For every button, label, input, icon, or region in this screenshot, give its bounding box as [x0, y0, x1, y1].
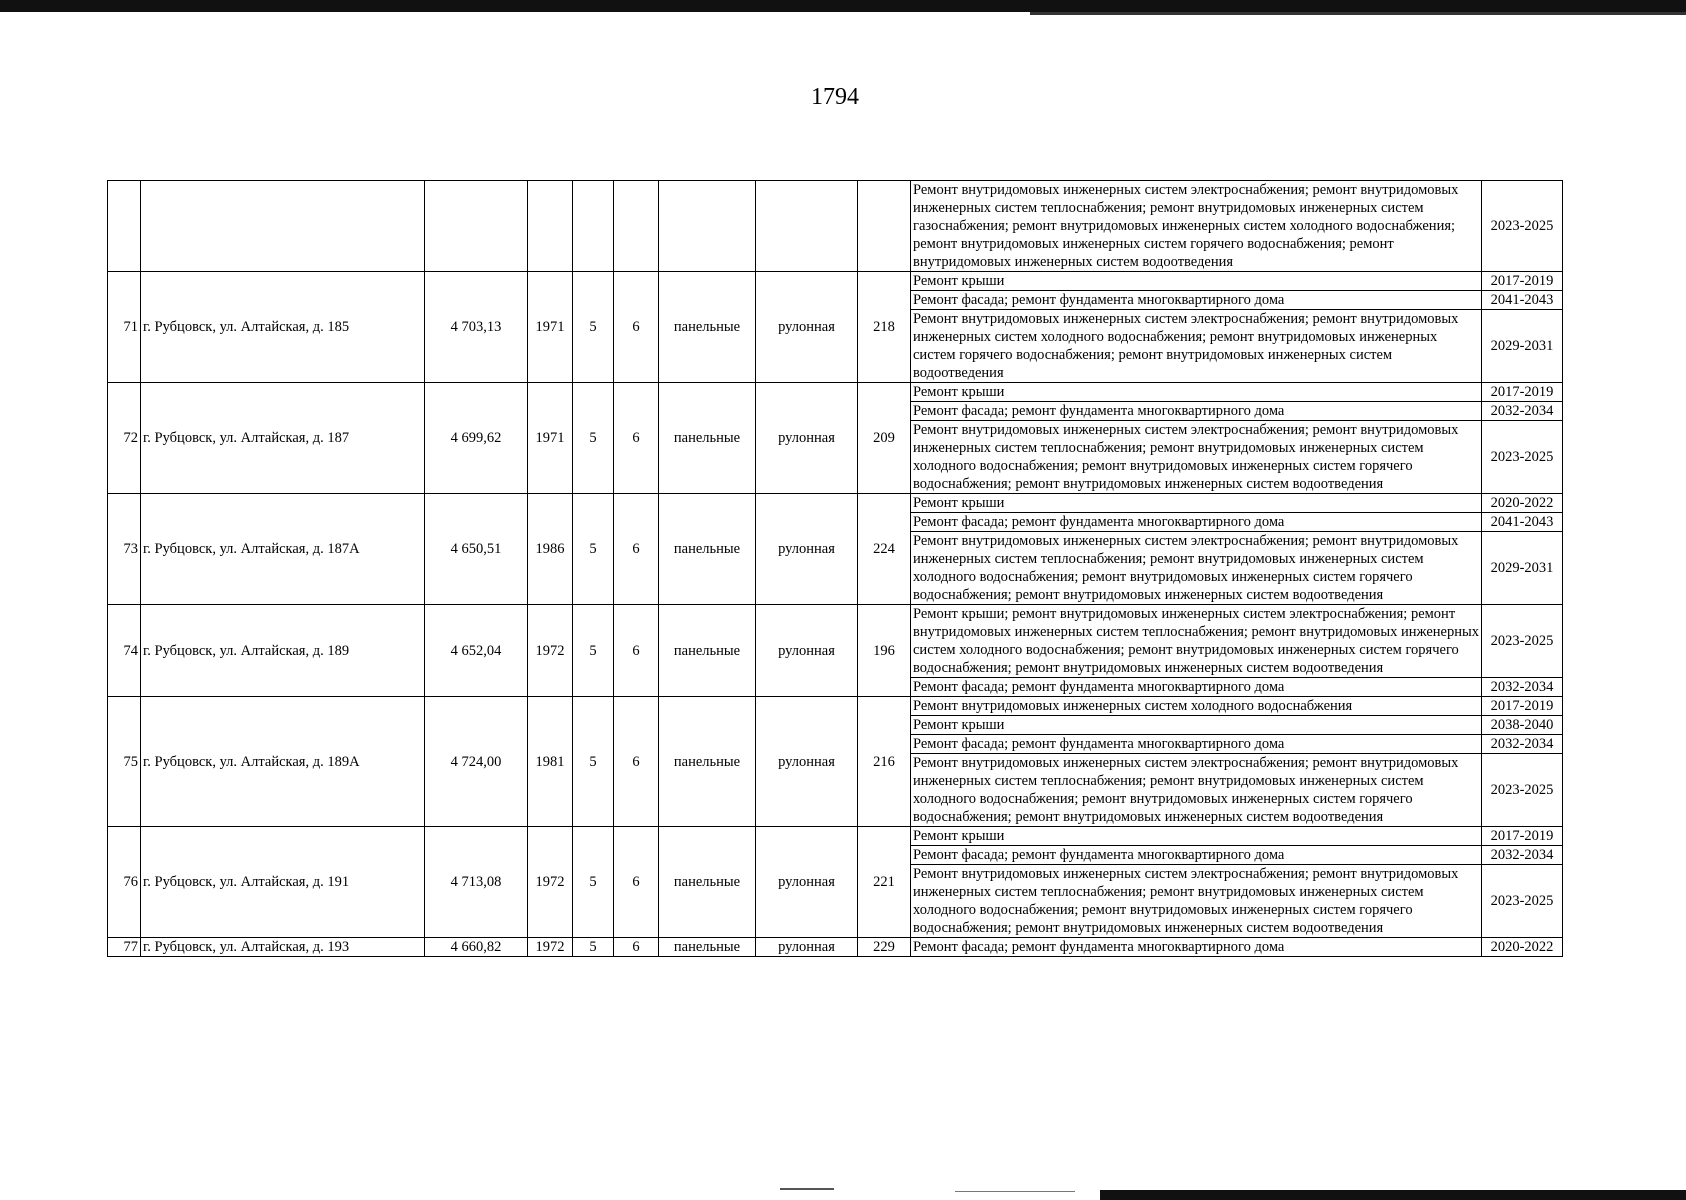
address-cell: г. Рубцовск, ул. Алтайская, д. 189А: [141, 697, 425, 827]
work-period-cell: 2032-2034: [1482, 402, 1563, 421]
address-cell: [141, 181, 425, 272]
work-description-cell: Ремонт внутридомовых инженерных систем электроснабжения; ремонт внутридомовых инженерных систем теплоснабжения; ремонт внутридомовых инженерных систем холодного водоснабжения; ремонт внутридомовых инженерных систем горячего водоснабжения; ремонт внутридомовых инженерных систем водоотведения: [911, 754, 1482, 827]
address-cell: г. Рубцовск, ул. Алтайская, д. 193: [141, 938, 425, 957]
work-description-cell: Ремонт фасада; ремонт фундамента многоквартирного дома: [911, 938, 1482, 957]
row-number-cell: 73: [108, 494, 141, 605]
work-period-cell: 2023-2025: [1482, 605, 1563, 678]
scan-mark: [780, 1188, 834, 1190]
wall-material-cell: панельные: [659, 605, 756, 697]
address-cell: г. Рубцовск, ул. Алтайская, д. 191: [141, 827, 425, 938]
address-cell: г. Рубцовск, ул. Алтайская, д. 187А: [141, 494, 425, 605]
entrances-cell: 6: [614, 827, 659, 938]
work-description-cell: Ремонт внутридомовых инженерных систем электроснабжения; ремонт внутридомовых инженерных систем теплоснабжения; ремонт внутридомовых инженерных систем холодного водоснабжения; ремонт внутридомовых инженерных систем горячего водоснабжения; ремонт внутридомовых инженерных систем водоотведения: [911, 865, 1482, 938]
floors-cell: 5: [573, 697, 614, 827]
work-period-cell: 2020-2022: [1482, 938, 1563, 957]
residents-cell: 221: [858, 827, 911, 938]
wall-material-cell: панельные: [659, 938, 756, 957]
residents-cell: [858, 181, 911, 272]
table-row: [108, 697, 1563, 716]
entrances-cell: [614, 181, 659, 272]
work-period-cell: 2038-2040: [1482, 716, 1563, 735]
work-description-cell: Ремонт крыши: [911, 716, 1482, 735]
entrances-cell: 6: [614, 272, 659, 383]
residents-cell: 196: [858, 605, 911, 697]
work-description-cell: Ремонт фасада; ремонт фундамента многоквартирного дома: [911, 735, 1482, 754]
residents-cell: 209: [858, 383, 911, 494]
work-description-cell: Ремонт внутридомовых инженерных систем электроснабжения; ремонт внутридомовых инженерных систем теплоснабжения; ремонт внутридомовых инженерных систем холодного водоснабжения; ремонт внутридомовых инженерных систем горячего водоснабжения; ремонт внутридомовых инженерных систем водоотведения: [911, 532, 1482, 605]
roof-type-cell: рулонная: [756, 697, 858, 827]
scan-edge-bottom: [1100, 1190, 1686, 1200]
residents-cell: 218: [858, 272, 911, 383]
residents-cell: 224: [858, 494, 911, 605]
work-period-cell: 2032-2034: [1482, 678, 1563, 697]
work-period-cell: 2032-2034: [1482, 735, 1563, 754]
work-period-cell: 2023-2025: [1482, 754, 1563, 827]
scan-edge-top: [0, 0, 1686, 12]
area-cell: 4 703,13: [425, 272, 528, 383]
work-description-cell: Ремонт внутридомовых инженерных систем холодного водоснабжения: [911, 697, 1482, 716]
address-cell: г. Рубцовск, ул. Алтайская, д. 185: [141, 272, 425, 383]
roof-type-cell: [756, 181, 858, 272]
work-period-cell: 2020-2022: [1482, 494, 1563, 513]
area-cell: 4 652,04: [425, 605, 528, 697]
year-built-cell: 1986: [528, 494, 573, 605]
row-number-cell: 72: [108, 383, 141, 494]
row-number-cell: 74: [108, 605, 141, 697]
year-built-cell: 1971: [528, 383, 573, 494]
table-row: [108, 938, 1563, 957]
roof-type-cell: рулонная: [756, 827, 858, 938]
year-built-cell: 1971: [528, 272, 573, 383]
area-cell: 4 713,08: [425, 827, 528, 938]
wall-material-cell: панельные: [659, 827, 756, 938]
roof-type-cell: рулонная: [756, 605, 858, 697]
year-built-cell: 1972: [528, 938, 573, 957]
area-cell: 4 650,51: [425, 494, 528, 605]
table-row: [108, 605, 1563, 678]
table-row: [108, 827, 1563, 846]
area-cell: [425, 181, 528, 272]
roof-type-cell: рулонная: [756, 383, 858, 494]
residents-cell: 216: [858, 697, 911, 827]
year-built-cell: 1972: [528, 605, 573, 697]
address-cell: г. Рубцовск, ул. Алтайская, д. 189: [141, 605, 425, 697]
floors-cell: 5: [573, 383, 614, 494]
roof-type-cell: рулонная: [756, 494, 858, 605]
roof-type-cell: рулонная: [756, 272, 858, 383]
work-period-cell: 2017-2019: [1482, 827, 1563, 846]
work-period-cell: 2041-2043: [1482, 513, 1563, 532]
entrances-cell: 6: [614, 383, 659, 494]
work-description-cell: Ремонт внутридомовых инженерных систем электроснабжения; ремонт внутридомовых инженерных систем теплоснабжения; ремонт внутридомовых инженерных систем холодного водоснабжения; ремонт внутридомовых инженерных систем горячего водоснабжения; ремонт внутридомовых инженерных систем водоотведения: [911, 421, 1482, 494]
housing-repair-table: [107, 180, 1563, 957]
roof-type-cell: рулонная: [756, 938, 858, 957]
entrances-cell: 6: [614, 697, 659, 827]
scan-edge-top-shadow: [1030, 12, 1686, 15]
entrances-cell: 6: [614, 494, 659, 605]
work-period-cell: 2023-2025: [1482, 865, 1563, 938]
row-number-cell: 76: [108, 827, 141, 938]
row-number-cell: 71: [108, 272, 141, 383]
wall-material-cell: панельные: [659, 494, 756, 605]
year-built-cell: 1972: [528, 827, 573, 938]
work-period-cell: 2029-2031: [1482, 310, 1563, 383]
work-description-cell: Ремонт крыши: [911, 494, 1482, 513]
wall-material-cell: панельные: [659, 697, 756, 827]
work-description-cell: Ремонт крыши: [911, 383, 1482, 402]
floors-cell: 5: [573, 605, 614, 697]
floors-cell: 5: [573, 494, 614, 605]
table-row: [108, 181, 1563, 272]
work-description-cell: Ремонт внутридомовых инженерных систем электроснабжения; ремонт внутридомовых инженерных систем холодного водоснабжения; ремонт внутридомовых инженерных систем горячего водоснабжения; ремонт внутридомовых инженерных систем водоотведения: [911, 310, 1482, 383]
page-number: 1794: [811, 84, 859, 110]
work-period-cell: 2017-2019: [1482, 272, 1563, 291]
wall-material-cell: панельные: [659, 272, 756, 383]
year-built-cell: 1981: [528, 697, 573, 827]
work-period-cell: 2041-2043: [1482, 291, 1563, 310]
work-description-cell: Ремонт внутридомовых инженерных систем электроснабжения; ремонт внутридомовых инженерных систем теплоснабжения; ремонт внутридомовых инженерных систем газоснабжения; ремонт внутридомовых инженерных систем холодного водоснабжения; ремонт внутридомовых инженерных систем горячего водоснабжения; ремонт внутридомовых инженерных систем водоотведения: [911, 181, 1482, 272]
area-cell: 4 724,00: [425, 697, 528, 827]
work-description-cell: Ремонт крыши: [911, 272, 1482, 291]
row-number-cell: 77: [108, 938, 141, 957]
work-description-cell: Ремонт фасада; ремонт фундамента многоквартирного дома: [911, 846, 1482, 865]
area-cell: 4 660,82: [425, 938, 528, 957]
work-description-cell: Ремонт фасада; ремонт фундамента многоквартирного дома: [911, 402, 1482, 421]
work-period-cell: 2023-2025: [1482, 421, 1563, 494]
work-description-cell: Ремонт фасада; ремонт фундамента многоквартирного дома: [911, 291, 1482, 310]
scan-mark: [955, 1191, 1075, 1192]
work-period-cell: 2032-2034: [1482, 846, 1563, 865]
table-row: [108, 494, 1563, 513]
work-period-cell: 2029-2031: [1482, 532, 1563, 605]
wall-material-cell: панельные: [659, 383, 756, 494]
row-number-cell: [108, 181, 141, 272]
work-period-cell: 2017-2019: [1482, 697, 1563, 716]
work-period-cell: 2023-2025: [1482, 181, 1563, 272]
floors-cell: [573, 181, 614, 272]
year-built-cell: [528, 181, 573, 272]
work-description-cell: Ремонт крыши; ремонт внутридомовых инженерных систем электроснабжения; ремонт внутридомовых инженерных систем теплоснабжения; ремонт внутридомовых инженерных систем холодного водоснабжения; ремонт внутридомовых инженерных систем горячего водоснабжения; ремонт внутридомовых инженерных систем водоотведения: [911, 605, 1482, 678]
work-description-cell: Ремонт фасада; ремонт фундамента многоквартирного дома: [911, 678, 1482, 697]
work-description-cell: Ремонт крыши: [911, 827, 1482, 846]
wall-material-cell: [659, 181, 756, 272]
floors-cell: 5: [573, 938, 614, 957]
table-body: [108, 181, 1563, 957]
entrances-cell: 6: [614, 605, 659, 697]
work-description-cell: Ремонт фасада; ремонт фундамента многоквартирного дома: [911, 513, 1482, 532]
table-row: [108, 383, 1563, 402]
entrances-cell: 6: [614, 938, 659, 957]
floors-cell: 5: [573, 272, 614, 383]
area-cell: 4 699,62: [425, 383, 528, 494]
table-row: [108, 272, 1563, 291]
work-period-cell: 2017-2019: [1482, 383, 1563, 402]
row-number-cell: 75: [108, 697, 141, 827]
residents-cell: 229: [858, 938, 911, 957]
floors-cell: 5: [573, 827, 614, 938]
address-cell: г. Рубцовск, ул. Алтайская, д. 187: [141, 383, 425, 494]
